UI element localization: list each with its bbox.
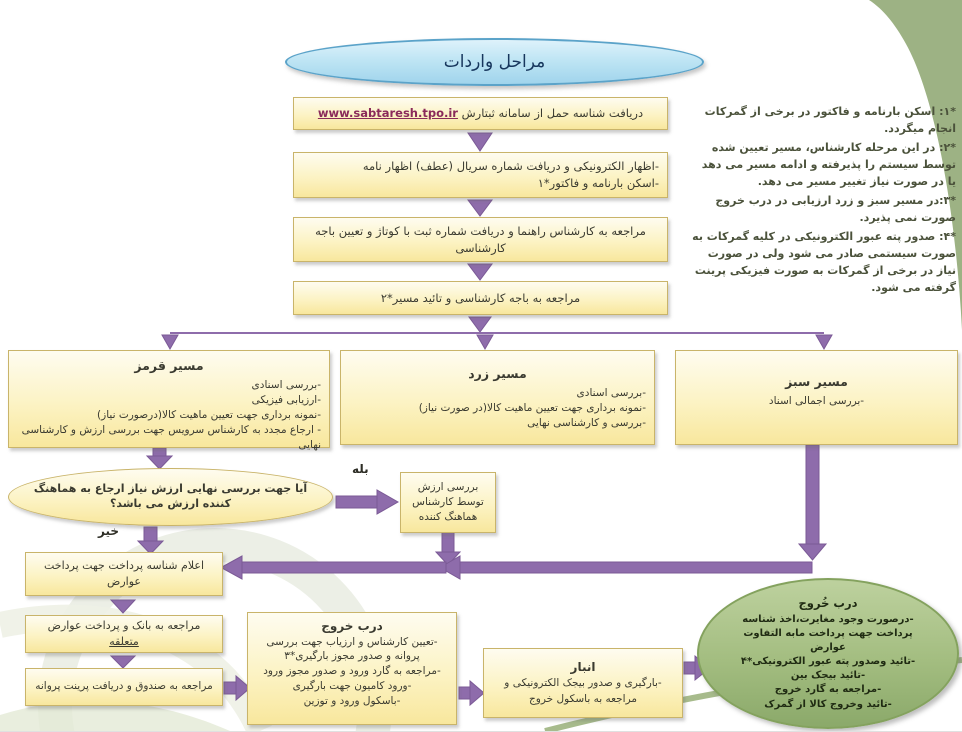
path-red-line: -بررسی اسنادی xyxy=(251,379,321,392)
decision-question: آیا جهت بررسی نهایی ارزش نیاز ارجاع به هماهنگ کننده ارزش می باشد؟ xyxy=(33,482,308,510)
exit-door-line: -مراجعه به گارد ورود و صدور مجوز ورود xyxy=(263,665,441,678)
warehouse-box xyxy=(483,648,683,718)
arrow-green-down-stem xyxy=(806,445,819,545)
final-line: -مراجعه به گارد خروج xyxy=(774,684,882,696)
path-red-line: - ارجاع مجدد به کارشناس سرویس جهت بررسی ارزش و کارشناسی نهایی xyxy=(21,423,321,451)
final-line: -تائید وصدور پته عبور الکترونیکی*۴ xyxy=(740,656,916,668)
sabtaresh-link[interactable]: www.sabtaresh.tpo.ir xyxy=(317,106,458,121)
arrow-announce-bank xyxy=(111,600,135,613)
path-red-title: مسیر قرمز xyxy=(134,358,204,373)
step1-text: دریافت شناسه حمل از سامانه ثبتارش www.sabtaresh.tpo.ir xyxy=(317,106,644,121)
exit-door-line: -باسکول ورود و توزین xyxy=(303,694,401,707)
path-yellow-box xyxy=(340,350,655,445)
path-red-box xyxy=(8,350,330,451)
step-guide-expert xyxy=(293,217,668,262)
arrow-exitdoor-warehouse-head xyxy=(470,681,484,705)
path-yellow-line: -بررسی و کارشناسی نهایی xyxy=(527,416,646,429)
footnote-3: *۳:در مسیر سبز و زرد ارزیابی در درب خروج صورت نمی پذیرد. xyxy=(715,194,956,225)
footnote-2: *۲: در این مرحله کارشناس، مسیر تعیین شده توسط سیستم را پذیرفته و ادامه مسیر می دهد یا در صورت نیاز تغییر مسیر می دهد. xyxy=(701,141,956,189)
coordinator-review-box xyxy=(400,472,496,533)
warehouse-text: -بارگیری و صدور بیجک الکترونیکی و مراجعه به باسکول خروج xyxy=(504,677,662,705)
final-line: -تائید بیجک بین xyxy=(790,670,866,682)
arrow-step3-step4 xyxy=(468,264,492,280)
collect-bar-left xyxy=(242,562,446,573)
label-yes: بله xyxy=(352,462,369,476)
arrow-yes-head xyxy=(377,490,398,514)
cashier-print-box xyxy=(25,668,223,706)
exit-door-line: -تعیین کارشناس و ارزیاب جهت بررسی پروانه و صدور مجوز بارگیری*۳ xyxy=(266,635,438,663)
coordinator-text: بررسی ارزش توسط کارشناس هماهنگ کننده xyxy=(412,480,484,524)
step4-text: مراجعه به باجه کارشناسی و تائید مسیر*۲ xyxy=(380,290,581,305)
path-yellow-line: -نمونه برداری جهت تعیین ماهیت کالا(در صورت نیاز) xyxy=(418,402,646,415)
collect-bar-right xyxy=(460,562,812,573)
arrow-branch-yellow xyxy=(477,335,493,349)
path-yellow-title: مسیر زرد xyxy=(468,366,527,381)
arrow-coordinator-stem xyxy=(442,532,454,553)
decision-value-review xyxy=(8,468,333,526)
final-line: -تائید وخروج کالا از گمرک xyxy=(764,698,892,710)
arrow-branch-green xyxy=(816,335,832,349)
page-title xyxy=(285,38,704,86)
final-title: درب خُروج xyxy=(798,596,858,611)
arrow-step2-step3 xyxy=(468,200,492,216)
path-green-title: مسیر سبز xyxy=(785,374,848,389)
warehouse-title: انبار xyxy=(570,660,596,675)
step2-line2: -اسکن بارنامه و فاکتور*۱ xyxy=(537,176,659,190)
step-receive-transport-id xyxy=(293,97,668,130)
final-line: -درصورت وجود مغایرت،اخذ شناسه پرداخت جهت پرداخت مابه التفاوت عوارض xyxy=(742,613,914,653)
collect-bar-left-head xyxy=(221,556,242,579)
announce-payment-id-box xyxy=(25,552,223,596)
bank-line1: مراجعه به بانک و پرداخت عوارض xyxy=(47,619,201,633)
arrow-yes-stem xyxy=(336,496,378,508)
label-no: خیر xyxy=(98,524,120,538)
step2-line1: -اظهار الکترونیکی و دریافت شماره سریال (عطف) اظهار نامه xyxy=(362,159,659,174)
announce-payment-text: اعلام شناسه پرداخت جهت پرداخت عوارض xyxy=(43,559,205,588)
cashier-text: مراجعه به صندوق و دریافت پرینت پروانه xyxy=(35,680,213,693)
step-electronic-declaration xyxy=(293,152,668,198)
bank-line2: متعلقه xyxy=(109,635,139,648)
arrow-no-stem xyxy=(144,527,157,542)
path-green-box xyxy=(675,350,958,445)
footnote-4: *۴: صدور پته عبور الکترونیکی در کلیه گمرکات به صورت سیستمی صادر می شود ولی در صورت نیاز در برخی از گمرکات به صورت فیزیکی پرینت گرفته می شود. xyxy=(692,230,956,295)
step3-text: مراجعه به کارشناس راهنما و دریافت شماره ثبت با کوتاژ و تعیین باجه کارشناسی xyxy=(315,223,646,255)
exit-door-box xyxy=(247,612,457,725)
footnote-1: *۱: اسکن بارنامه و فاکتور در برخی از گمرکات انجام میگردد. xyxy=(704,105,956,136)
arrow-exitdoor-warehouse-stem xyxy=(459,687,471,699)
step-expert-counter xyxy=(293,281,668,315)
arrow-step1-step2 xyxy=(468,133,492,151)
bank-payment-box xyxy=(25,615,223,653)
path-green-line: -بررسی اجمالی اسناد xyxy=(768,395,865,408)
arrow-cashier-exitdoor-stem xyxy=(224,682,237,694)
page-title-text: مراحل واردات xyxy=(443,52,546,72)
exit-door-title: درب خروج xyxy=(321,619,383,633)
arrow-green-down-head xyxy=(799,544,826,560)
path-red-line: -نمونه برداری جهت تعیین ماهیت کالا(درصورت نیاز) xyxy=(97,408,321,421)
path-yellow-line: -بررسی اسنادی xyxy=(576,387,646,400)
arrow-step4-branch xyxy=(469,317,491,332)
exit-door-line: -ورود کامیون جهت بارگیری xyxy=(292,679,412,692)
arrow-warehouse-final-stem xyxy=(684,662,696,674)
footnotes xyxy=(690,103,956,299)
path-red-line: -ارزیابی فیزیکی xyxy=(251,394,321,407)
arrow-branch-red xyxy=(162,335,178,349)
arrow-bank-cashier xyxy=(111,656,135,668)
final-exit-door-ellipse xyxy=(697,578,959,729)
